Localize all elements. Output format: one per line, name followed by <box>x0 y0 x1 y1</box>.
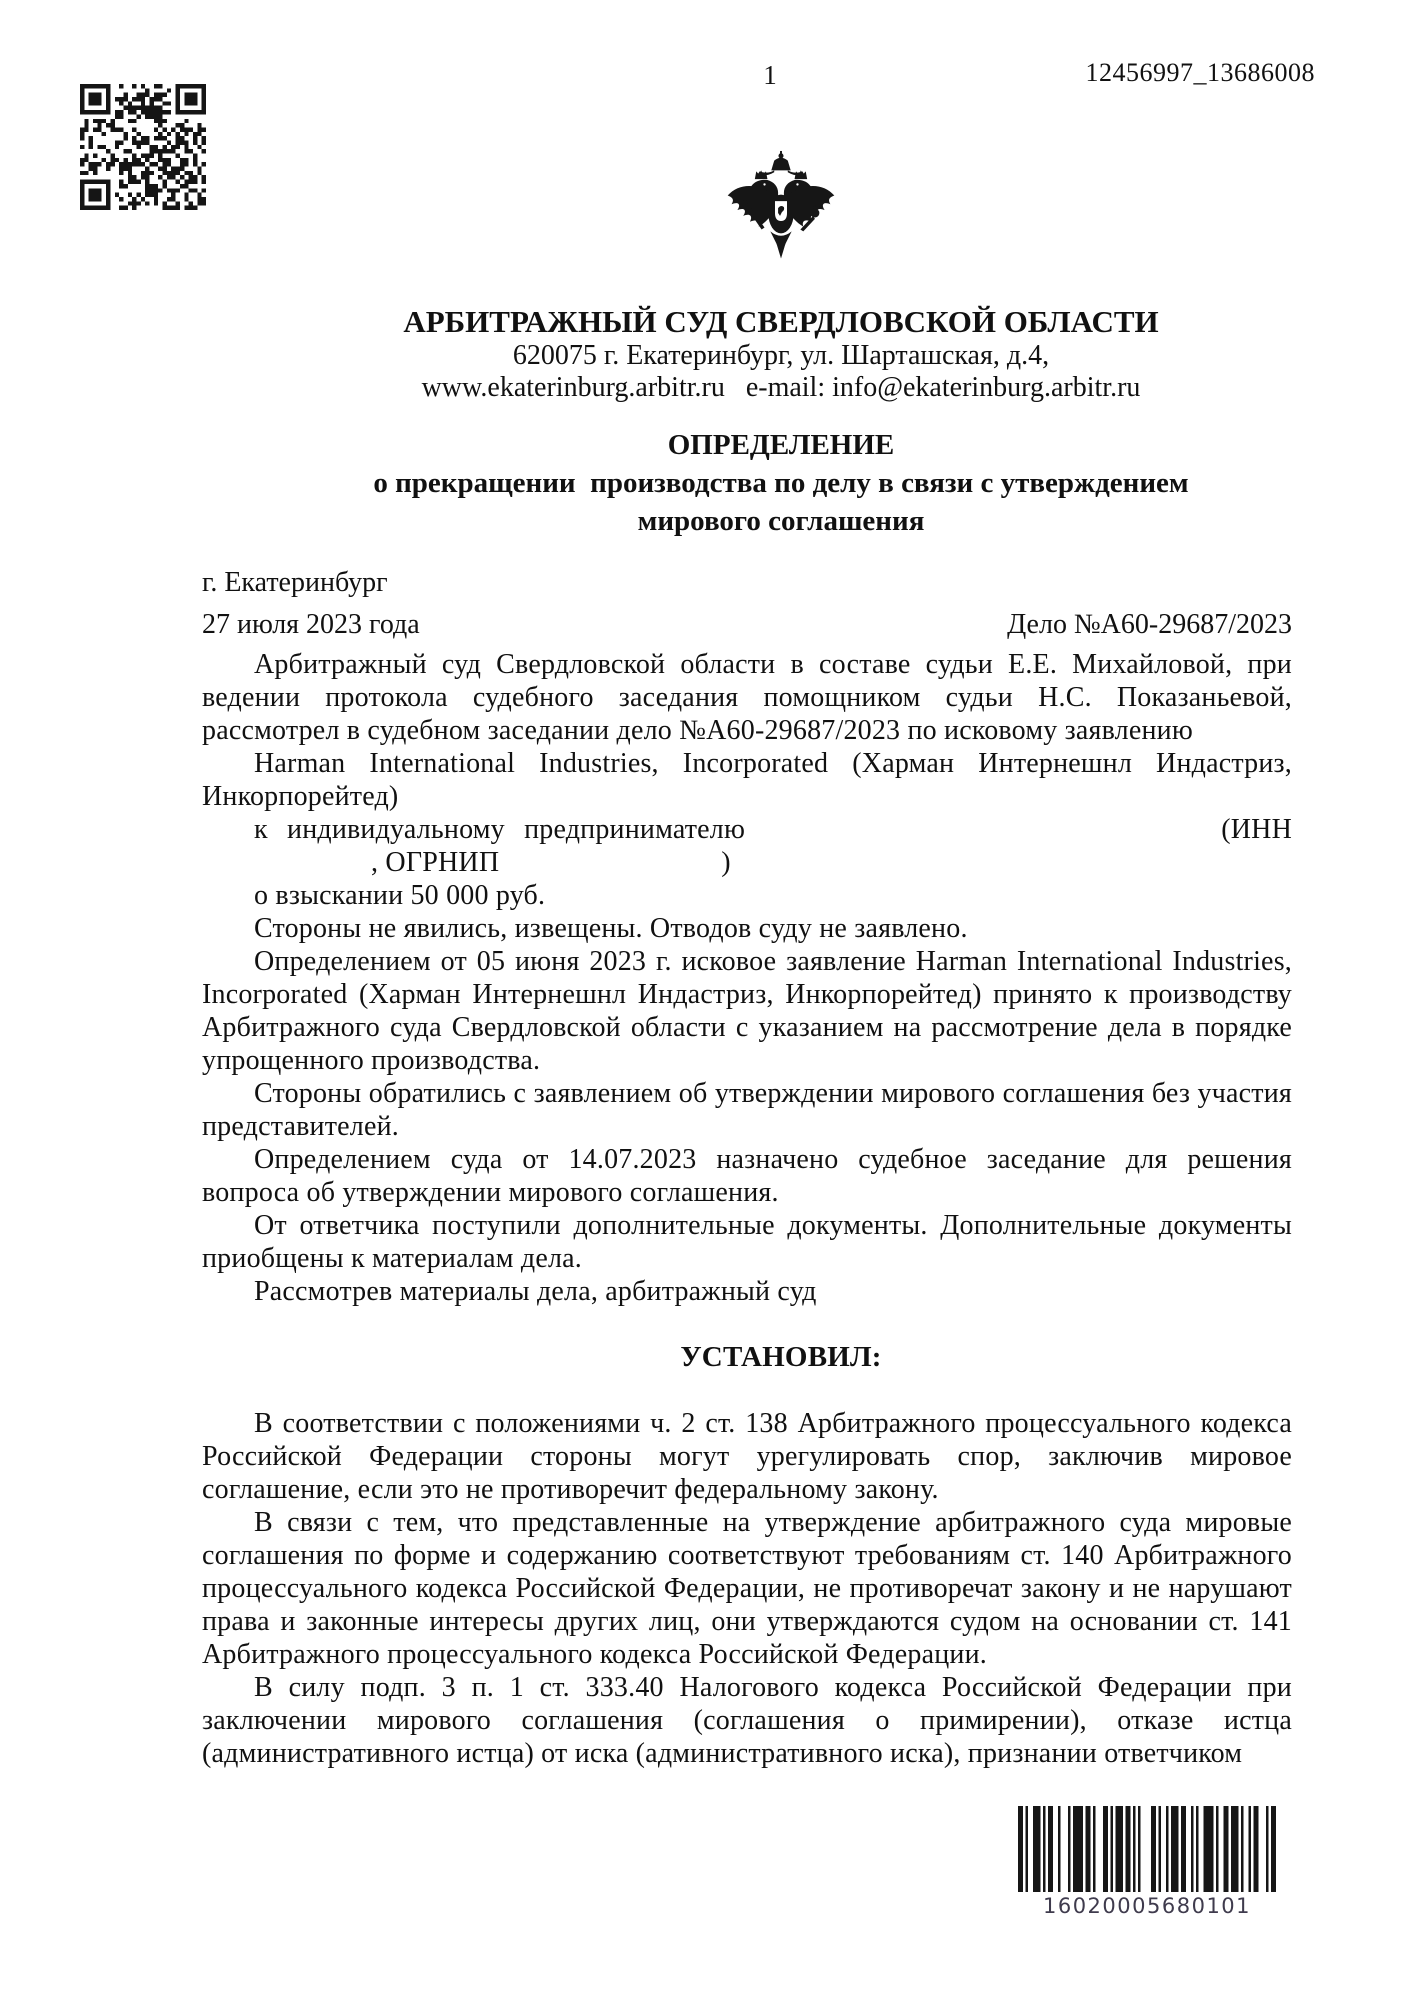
paragraph: Арбитражный суд Свердловской области в составе судьи Е.Е. Михайловой, при ведении протокола судебного заседания помощником судьи Н.С. Показаньевой, рассмотрел в судебном заседании дело №А60-29687/2023 по исковому заявлению <box>202 649 1292 746</box>
court-name: АРБИТРАЖНЫЙ СУД СВЕРДЛОВСКОЙ ОБЛАСТИ <box>403 304 1159 339</box>
paragraph: Определением от 05 июня 2023 г. исковое заявление Harman International Industries, Incorporated (Харман Интернешнл Индастриз, Инкорпорейтед) принято к производству Арбитражного суда Свердловской области с указанием на рассмотрение дела в порядке упрощенного производства. <box>202 946 1292 1076</box>
ogrnip-label: , ОГРНИП <box>371 847 500 878</box>
paragraph: В силу подп. 3 п. 1 ст. 333.40 Налогового кодекса Российской Федерации при заключении мирового соглашения (соглашения о примирении), отказе истца (административного истца) от иска (административного иска), признании ответчиком <box>202 1672 1292 1769</box>
paragraph: о взыскании 50 000 руб. <box>254 880 546 911</box>
barcode-number: 16020005680101 <box>1042 1894 1252 1918</box>
paragraph: Стороны не явились, извещены. Отводов суду не заявлено. <box>254 913 968 944</box>
title-line-1: ОПРЕДЕЛЕНИЕ <box>667 429 895 461</box>
document-body <box>202 648 1292 1770</box>
russia-coat-of-arms-emblem <box>722 150 840 276</box>
section-heading: УСТАНОВИЛ: <box>680 1341 882 1373</box>
defendant-label: к индивидуальному предпринимателю <box>254 814 746 845</box>
title-line-2: о прекращении производства по делу в связи с утверждением <box>373 467 1189 499</box>
page-number: 1 <box>763 60 777 90</box>
caption-city: г. Екатеринбург <box>202 567 388 598</box>
paragraph: В соответствии с положениями ч. 2 ст. 138 Арбитражного процессуального кодекса Российской Федерации стороны могут урегулировать спор, заключив мировое соглашение, если это не противоречит федеральному закону. <box>202 1408 1292 1505</box>
paragraph: Harman International Industries, Incorporated (Харман Интернешнл Индастриз, Инкорпорейтед) <box>202 748 1292 812</box>
court-address: 620075 г. Екатеринбург, ул. Шарташская, д.4, <box>512 340 1050 371</box>
case-number: Дело №А60-29687/2023 <box>1007 609 1292 640</box>
paragraph: В связи с тем, что представленные на утверждение арбитражного суда мировые соглашения по форме и содержанию соответствуют требованиям ст. 140 Арбитражного процессуального кодекса Российской Федерации, не противоречат закону и не нарушают права и законные интересы других лиц, они утверждаются судом на основании ст. 141 Арбитражного процессуального кодекса Российской Федерации. <box>202 1507 1292 1670</box>
inn-label: (ИНН <box>1221 814 1292 845</box>
paragraph: От ответчика поступили дополнительные документы. Дополнительные документы приобщены к материалам дела. <box>202 1210 1292 1274</box>
document-title <box>202 426 1292 540</box>
title-line-3: мирового соглашения <box>637 505 925 537</box>
court-header <box>202 150 1292 404</box>
caption-block <box>202 566 1292 641</box>
paragraph: Определением суда от 14.07.2023 назначено судебное заседание для решения вопроса об утверждении мирового соглашения. <box>202 1144 1292 1208</box>
caption-date: 27 июля 2023 года <box>202 609 420 640</box>
document-id: 12456997_13686008 <box>1085 58 1315 87</box>
paragraph: Стороны обратились с заявлением об утверждении мирового соглашения без участия представителей. <box>202 1078 1292 1142</box>
closing-paren: ) <box>721 847 731 878</box>
barcode <box>1018 1806 1276 1918</box>
ogrnip-line <box>202 846 1292 879</box>
paragraph: Рассмотрев материалы дела, арбитражный суд <box>254 1276 817 1307</box>
defendant-line <box>202 813 1292 846</box>
court-contacts: www.ekaterinburg.arbitr.ru e-mail: info@ekaterinburg.arbitr.ru <box>421 372 1141 403</box>
qr-code-icon <box>80 84 206 210</box>
